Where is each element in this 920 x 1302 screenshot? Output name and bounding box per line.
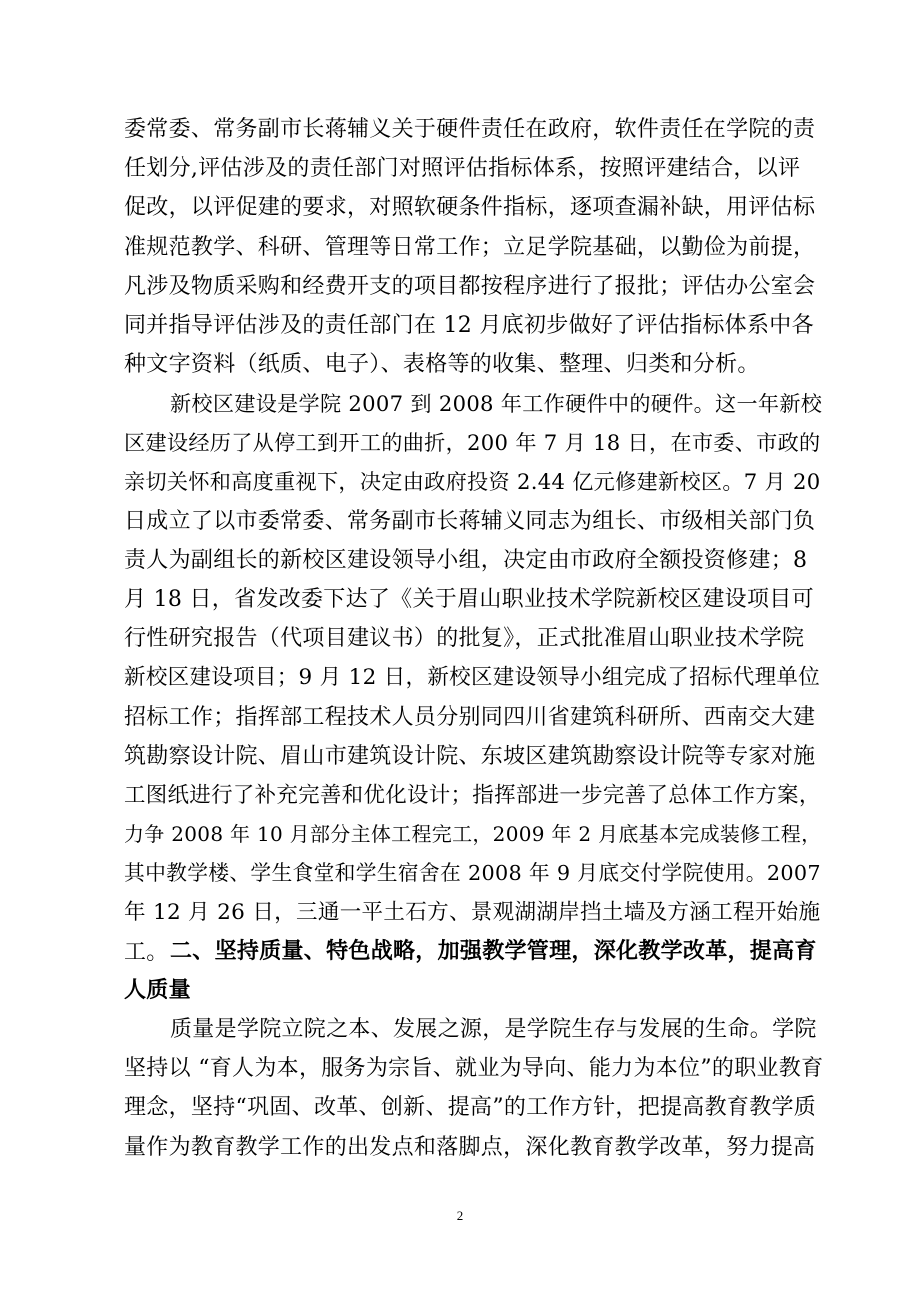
section-heading-line: 人质量 (124, 978, 191, 1004)
paragraph-1-line: 任划分,评估涉及的责任部门对照评估指标体系，按照评建结合，以评 (124, 156, 801, 182)
paragraph-2-line: 工图纸进行了补充完善和优化设计；指挥部进一步完善了总体工作方案， (124, 782, 821, 808)
paragraph-1-line: 同并指导评估涉及的责任部门在 12 月底初步做好了评估指标体系中各 (124, 312, 814, 338)
paragraph-3-line: 量作为教育教学工作的出发点和落脚点，深化教育教学改革，努力提高 (124, 1134, 816, 1160)
paragraph-3 (124, 1010, 824, 1167)
paragraph-2-line: 区建设经历了从停工到开工的曲折，200 年 7 月 18 日，在市委、市政的 (124, 430, 821, 456)
paragraph-2-line: 亲切关怀和高度重视下，决定由政府投资 2.44 亿元修建新校区。7 月 20 (124, 469, 821, 495)
page-number: 2 (456, 1208, 464, 1223)
section-heading-line: 二、坚持质量、特色战略，加强教学管理，深化教学改革，提高育 (170, 939, 817, 964)
paragraph-2-line: 工。 (124, 939, 169, 965)
paragraph-1-line: 凡涉及物质采购和经费开支的项目都按程序进行了报批；评估办公室会 (124, 273, 816, 299)
paragraph-1-line: 准规范教学、科研、管理等日常工作；立足学院基础，以勤俭为前提， (124, 234, 816, 260)
paragraph-2-line: 责人为副组长的新校区建设领导小组，决定由市政府全额投资修建；8 (124, 547, 808, 573)
paragraph-2-line: 招标工作；指挥部工程技术人员分别同四川省建筑科研所、西南交大建 (124, 704, 816, 730)
paragraph-2 (124, 384, 824, 972)
paragraph-2-line: 其中教学楼、学生食堂和学生宿舍在 2008 年 9 月底交付学院使用。2007 (124, 861, 821, 886)
paragraph-2-line: 行性研究报告（代项目建议书）的批复》，正式批准眉山职业技术学院 (124, 626, 805, 652)
paragraph-2-line: 力争 2008 年 10 月部分主体工程完工，2009 年 2 月底基本完成装修工程， (124, 822, 822, 847)
paragraph-3-line: 质量是学院立院之本、发展之源，是学院生存与发展的生命。学院 (170, 1017, 817, 1042)
paragraph-2-line: 年 12 月 26 日，三通一平土石方、景观湖湖岸挡土墙及方涵工程开始施 (124, 900, 821, 926)
paragraph-1-line: 促改，以评促建的要求，对照软硬条件指标，逐项查漏补缺，用评估标 (124, 195, 816, 221)
paragraph-2-line: 新校区建设项目；9 月 12 日，新校区建设领导小组完成了招标代理单位 (124, 665, 821, 691)
paragraph-2-line: 新校区建设是学院 2007 到 2008 年工作硬件中的硬件。这一年新校 (170, 391, 823, 416)
paragraph-2-line: 筑勘察设计院、眉山市建筑设计院、东坡区建筑勘察设计院等专家对施 (124, 743, 816, 769)
paragraph-3-line: 理念，坚持“巩固、改革、创新、提高”的工作方针，把提高教育教学质 (124, 1095, 817, 1121)
section-heading (124, 932, 824, 1010)
paragraph-1-line: 种文字资料（纸质、电子）、表格等的收集、整理、归类和分析。 (124, 352, 760, 378)
paragraph-2-line: 月 18 日，省发改委下达了《关于眉山职业技术学院新校区建设项目可 (124, 586, 814, 612)
paragraph-1-line: 委常委、常务副市长蒋辅义关于硬件责任在政府，软件责任在学院的责 (124, 117, 816, 142)
paragraph-3-line: 坚持以 “育人为本，服务为宗旨、就业为导向、能力为本位”的职业教育 (124, 1056, 824, 1082)
paragraph-1 (124, 110, 824, 384)
paragraph-2-line: 日成立了以市委常委、常务副市长蒋辅义同志为组长、市级相关部门负 (124, 508, 816, 534)
